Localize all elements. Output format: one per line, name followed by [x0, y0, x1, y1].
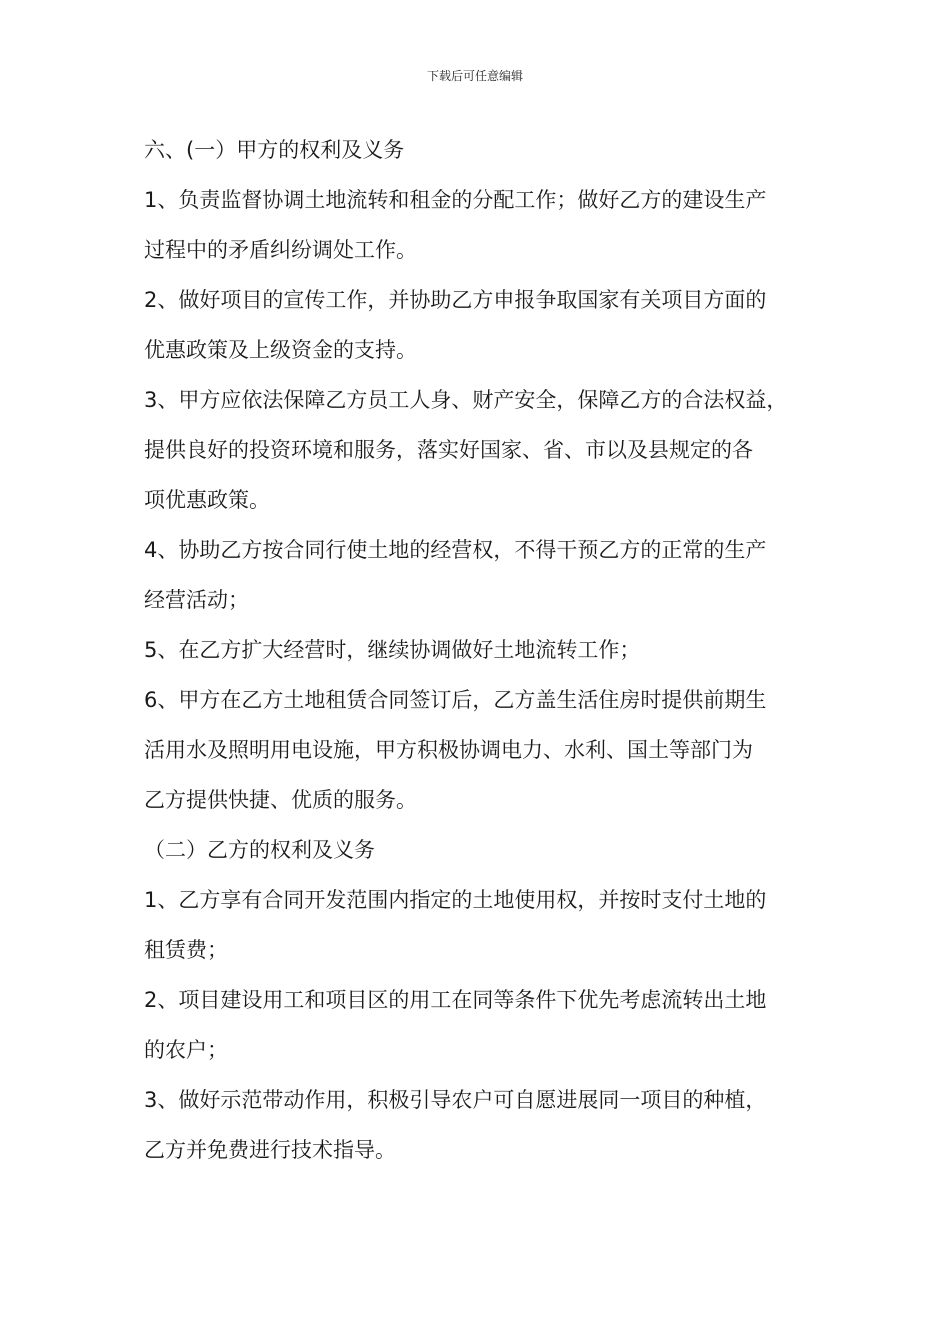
paragraph-line: 1、乙方享有合同开发范围内指定的土地使用权，并按时支付土地的 [144, 888, 767, 912]
paragraph-line: 过程中的矛盾纠纷调处工作。 [144, 238, 417, 262]
paragraph-line: 6、甲方在乙方土地租赁合同签订后，乙方盖生活住房时提供前期生 [144, 688, 767, 712]
paragraph-line: 3、做好示范带动作用，积极引导农户可自愿进展同一项目的种植， [144, 1088, 767, 1112]
section-heading-party-a: 六、(一）甲方的权利及义务 [144, 138, 405, 162]
paragraph-line: 2、做好项目的宣传工作，并协助乙方申报争取国家有关项目方面的 [144, 288, 767, 312]
section-heading-party-b: （二）乙方的权利及义务 [144, 838, 375, 862]
page-header: 下载后可任意编辑 [426, 69, 523, 83]
paragraph-line: 提供良好的投资环境和服务，落实好国家、省、市以及县规定的各 [144, 438, 753, 462]
document-body [144, 125, 834, 1175]
paragraph-line: 5、在乙方扩大经营时，继续协调做好土地流转工作； [144, 638, 641, 662]
paragraph-line: 乙方提供快捷、优质的服务。 [144, 788, 417, 812]
paragraph-line: 优惠政策及上级资金的支持。 [144, 338, 417, 362]
paragraph-line: 4、协助乙方按合同行使土地的经营权，不得干预乙方的正常的生产 [144, 538, 767, 562]
paragraph-line: 2、项目建设用工和项目区的用工在同等条件下优先考虑流转出土地 [144, 988, 767, 1012]
paragraph-line: 的农户； [144, 1038, 228, 1062]
paragraph-line: 3、甲方应依法保障乙方员工人身、财产安全，保障乙方的合法权益， [144, 388, 788, 412]
paragraph-line: 1、负责监督协调土地流转和租金的分配工作；做好乙方的建设生产 [144, 188, 767, 212]
paragraph-line: 项优惠政策。 [144, 488, 270, 512]
paragraph-line: 活用水及照明用电设施，甲方积极协调电力、水利、国土等部门为 [144, 738, 753, 762]
paragraph-line: 乙方并免费进行技术指导。 [144, 1138, 396, 1162]
paragraph-line: 经营活动； [144, 588, 249, 612]
paragraph-line: 租赁费； [144, 938, 228, 962]
